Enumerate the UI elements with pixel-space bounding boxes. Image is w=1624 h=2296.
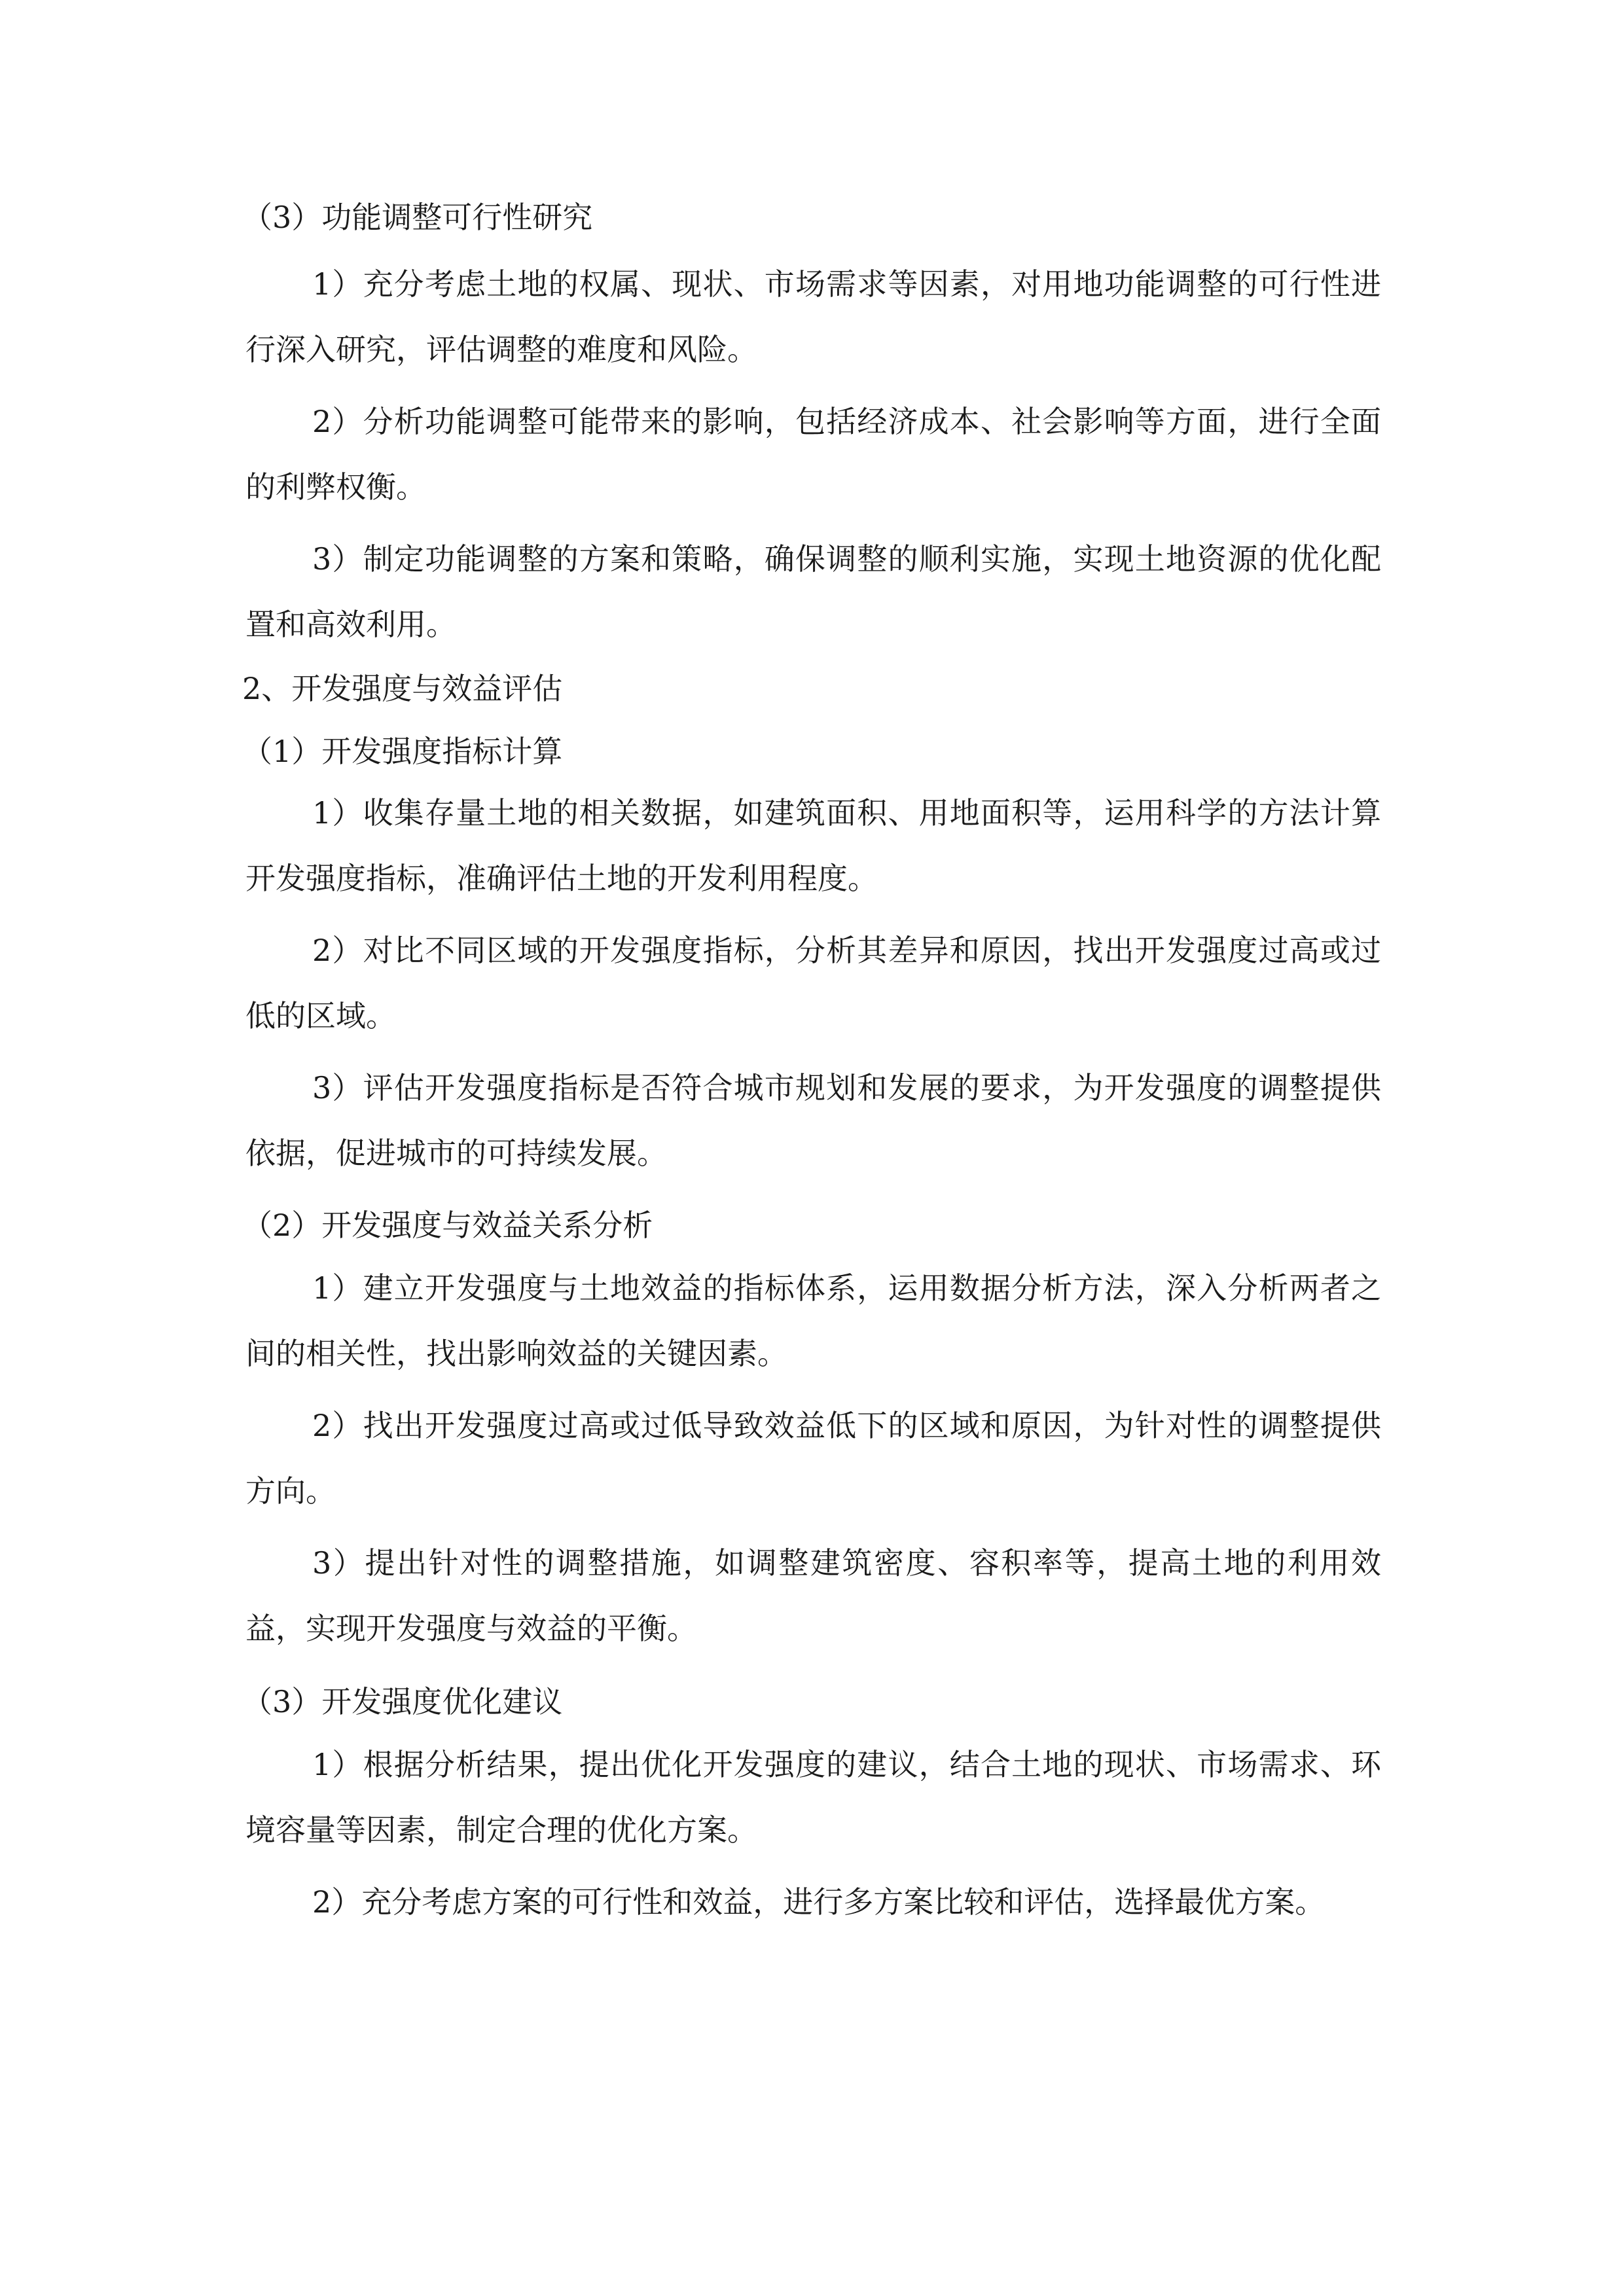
paragraph: 1）充分考虑土地的权属、现状、市场需求等因素，对用地功能调整的可行性进行深入研究，评估调整的难度和风险。: [245, 266, 1381, 367]
paragraph: 3）提出针对性的调整措施，如调整建筑密度、容积率等，提高土地的利用效益，实现开发强度与效益的平衡。: [245, 1545, 1381, 1646]
section-heading-intensity-indicator-calculation: （1）开发强度指标计算: [242, 734, 563, 769]
paragraph: 2）找出开发强度过高或过低导致效益低下的区域和原因，为针对性的调整提供方向。: [245, 1408, 1381, 1509]
section-heading-intensity-benefit-analysis: （2）开发强度与效益关系分析: [242, 1208, 653, 1243]
paragraph: 1）收集存量土地的相关数据，如建筑面积、用地面积等，运用科学的方法计算开发强度指标，准确评估土地的开发利用程度。: [245, 795, 1381, 896]
paragraph: 2）对比不同区域的开发强度指标，分析其差异和原因，找出开发强度过高或过低的区域。: [245, 933, 1381, 1033]
paragraph: 1）根据分析结果，提出优化开发强度的建议，结合土地的现状、市场需求、环境容量等因素，制定合理的优化方案。: [245, 1747, 1381, 1848]
section-heading-function-adjustment-feasibility: （3）功能调整可行性研究: [242, 200, 593, 235]
paragraph: 3）制定功能调整的方案和策略，确保调整的顺利实施，实现土地资源的优化配置和高效利用。: [245, 541, 1381, 642]
paragraph: 2）分析功能调整可能带来的影响，包括经济成本、社会影响等方面，进行全面的利弊权衡。: [245, 404, 1381, 505]
paragraph: 1）建立开发强度与土地效益的指标体系，运用数据分析方法，深入分析两者之间的相关性，找出影响效益的关键因素。: [245, 1270, 1381, 1371]
paragraph: 3）评估开发强度指标是否符合城市规划和发展的要求，为开发强度的调整提供依据，促进城市的可持续发展。: [245, 1070, 1381, 1171]
main-heading-development-intensity: 2、开发强度与效益评估: [242, 671, 563, 706]
paragraph: 2）充分考虑方案的可行性和效益，进行多方案比较和评估，选择最优方案。: [312, 1884, 1326, 1920]
section-heading-intensity-optimization: （3）开发强度优化建议: [242, 1684, 563, 1719]
